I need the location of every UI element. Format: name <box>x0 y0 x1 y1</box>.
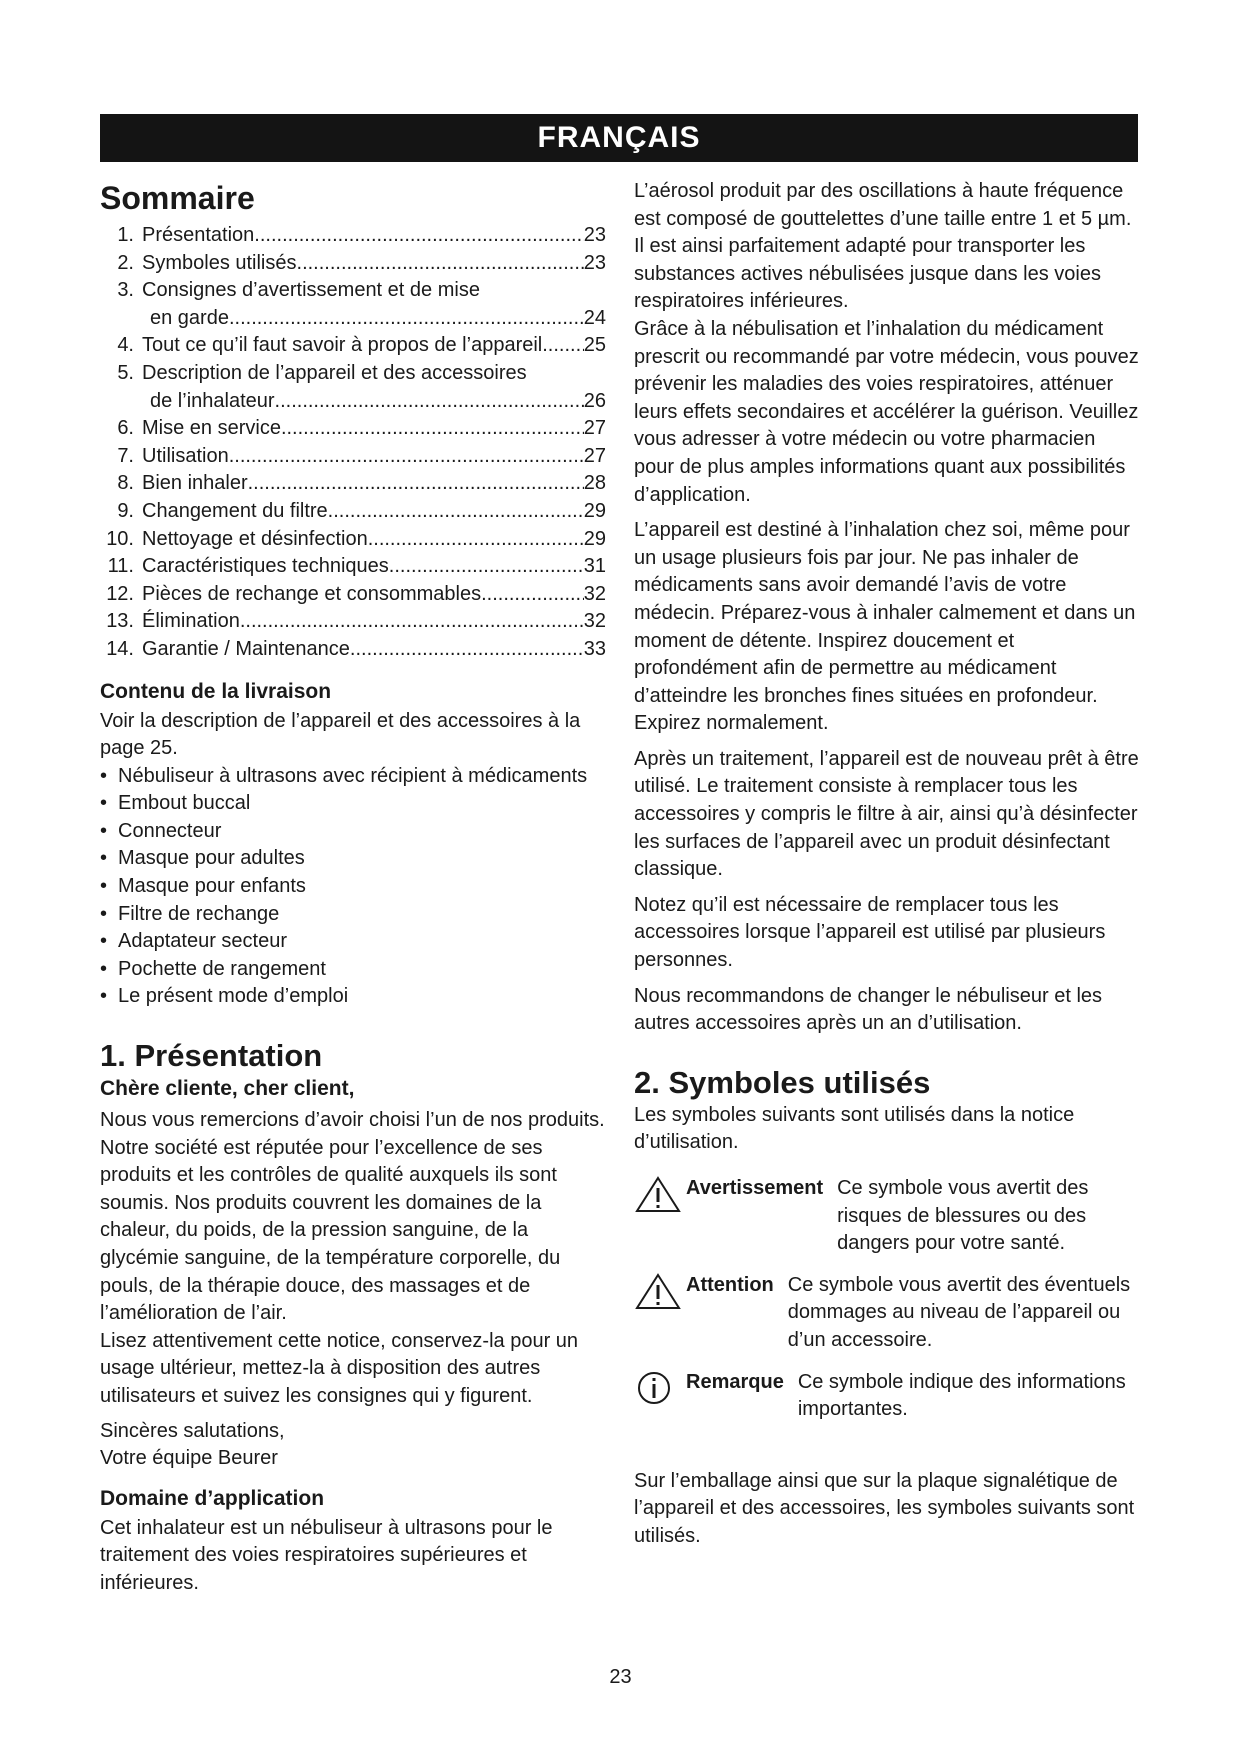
body-paragraph: L’appareil est destiné à l’inhalation chez soi, même pour un usage plusieurs fois par jour. Ne pas inhaler de médicaments sans avoir demandé l’avis de votre médecin. Préparez-vous à inhaler calmement et dans un moment de détente. Inspirez doucement et profondément afin de permettre au médicament d’atteindre les bronches fines situées en profondeur. Expirez normalement. <box>634 519 1136 735</box>
list-item: • Embout buccal <box>100 790 606 818</box>
toc-entry: 3. Consignes d’avertissement et de mise <box>117 279 480 302</box>
closing-line: Sincères salutations, <box>100 1419 285 1442</box>
symbols-heading: 2. Symboles utilisés <box>634 1064 931 1100</box>
presentation-heading: 1. Présentation <box>100 1038 323 1074</box>
symbol-row-attention <box>634 1272 1140 1355</box>
symbol-description: Ce symbole indique des informations importantes. <box>797 1370 1126 1421</box>
presentation-paragraph: Nous vous remercions d’avoir choisi l’un de nos produits. Notre société est réputée pour l’excellence de ses produits et les contrôles de qualité auxquels ils sont soumis. Nos produits couvrent les domaines de la chaleur, du poids, de la pression sanguine, de la glycémie sanguine, de la température corporelle, du pouls, de la thérapie douce, des massages et de l’amélioration de l’air. <box>100 1109 605 1325</box>
symbol-description: Ce symbole vous avertit des risques de blessures ou des dangers pour votre santé. <box>837 1177 1089 1255</box>
toc-entry: 8. Bien inhaler ..... 28 <box>100 470 606 498</box>
toc-entry: 10. Nettoyage et désinfection ..... 29 <box>100 526 606 554</box>
toc-entry: 13. Élimination ..... 32 <box>100 608 606 636</box>
toc-entry-continued: en garde ..... 24 <box>100 305 606 333</box>
delivery-heading: Contenu de la livraison <box>100 679 332 703</box>
symbols-intro: Les symboles suivants sont utilisés dans la notice d’utilisation. <box>634 1103 1075 1154</box>
list-item: • Nébuliseur à ultrasons avec récipient à médicaments <box>100 763 606 791</box>
right-column <box>634 178 1140 1551</box>
delivery-intro: Voir la description de l’appareil et des accessoires à la page 25. <box>100 709 581 760</box>
symbol-label: Attention <box>686 1273 774 1296</box>
toc-entry: 5. Description de l’appareil et des accessoires <box>117 361 527 384</box>
language-banner: FRANÇAIS <box>100 114 1138 162</box>
toc-entry: 7. Utilisation ..... 27 <box>100 443 606 471</box>
symbol-label: Remarque <box>686 1370 784 1393</box>
delivery-list <box>100 763 606 1011</box>
greeting: Chère cliente, cher client, <box>100 1077 355 1101</box>
summary-title: Sommaire <box>100 180 255 216</box>
toc-entry: 1. Présentation ..... 23 <box>100 222 606 250</box>
toc-entry-continued: de l’inhalateur ..... 26 <box>100 388 606 416</box>
list-item: • Connecteur <box>100 818 606 846</box>
closing-line: Votre équipe Beurer <box>100 1447 278 1470</box>
list-item: • Pochette de rangement <box>100 956 606 984</box>
body-paragraph: Après un traitement, l’appareil est de nouveau prêt à être utilisé. Le traitement consiste à remplacer tous les accessoires y compris le filtre à air, ainsi qu’à désinfecter les surfaces de l’appareil avec un produit désinfectant classique. <box>634 747 1139 881</box>
list-item: • Masque pour adultes <box>100 845 606 873</box>
list-item: • Masque pour enfants <box>100 873 606 901</box>
symbol-row-remarque <box>634 1369 1140 1424</box>
body-paragraph: Nous recommandons de changer le nébuliseur et les autres accessoires après un an d’utilisation. <box>634 984 1103 1035</box>
list-item: • Filtre de rechange <box>100 901 606 929</box>
toc-entry: 12. Pièces de rechange et consommables ..... 32 <box>100 581 606 609</box>
info-circle-icon <box>634 1369 682 1407</box>
left-column <box>100 178 606 1598</box>
warning-triangle-icon <box>634 1272 682 1310</box>
presentation-paragraph: Lisez attentivement cette notice, conservez-la pour un usage ultérieur, mettez-la à disposition des autres utilisateurs et suivez les consignes qui y figurent. <box>100 1329 579 1407</box>
toc-entry: 6. Mise en service ..... 27 <box>100 415 606 443</box>
symbols-outro: Sur l’emballage ainsi que sur la plaque signalétique de l’appareil et des accessoires, les symboles suivants sont utilisés. <box>634 1469 1135 1547</box>
toc-entry: 11. Caractéristiques techniques ..... 31 <box>100 553 606 581</box>
toc-entry: 9. Changement du filtre ..... 29 <box>100 498 606 526</box>
body-paragraph: L’aérosol produit par des oscillations à haute fréquence est composé de gouttelettes d’une taille entre 1 et 5 µm. Il est ainsi parfaitement adapté pour transporter les substances actives nébulisées jusque dans les voies respiratoires inférieures. <box>634 180 1132 313</box>
domain-text: Cet inhalateur est un nébuliseur à ultrasons pour le traitement des voies respiratoires supérieures et inférieures. <box>100 1516 553 1594</box>
body-paragraph: Grâce à la nébulisation et l’inhalation du médicament prescrit ou recommandé par votre médecin, vous pouvez prévenir les maladies des voies respiratoires, atténuer leurs effets secondaires et accélérer la guérison. Veuillez vous adresser à votre médecin ou votre pharmacien pour de plus amples informations quant aux possibilités d’application. <box>634 317 1139 506</box>
toc-entry: 4. Tout ce qu’il faut savoir à propos de l’appareil ..... 25 <box>100 332 606 360</box>
symbol-row-avertissement <box>634 1175 1140 1258</box>
domain-heading: Domaine d’application <box>100 1486 325 1510</box>
symbol-label: Avertissement <box>686 1177 824 1199</box>
symbol-description: Ce symbole vous avertit des éventuels dommages au niveau de l’appareil ou d’un accessoire. <box>787 1273 1131 1351</box>
toc-entry: 14. Garantie / Maintenance ..... 33 <box>100 636 606 664</box>
list-item: • Le présent mode d’emploi <box>100 983 606 1011</box>
body-paragraph: Notez qu’il est nécessaire de remplacer tous les accessoires lorsque l’appareil est utilisé par plusieurs personnes. <box>634 893 1106 972</box>
warning-triangle-icon <box>634 1175 682 1213</box>
toc-entry: 2. Symboles utilisés ..... 23 <box>100 250 606 278</box>
page-number: 23 <box>609 1666 632 1688</box>
list-item: • Adaptateur secteur <box>100 928 606 956</box>
table-of-contents <box>100 222 606 664</box>
